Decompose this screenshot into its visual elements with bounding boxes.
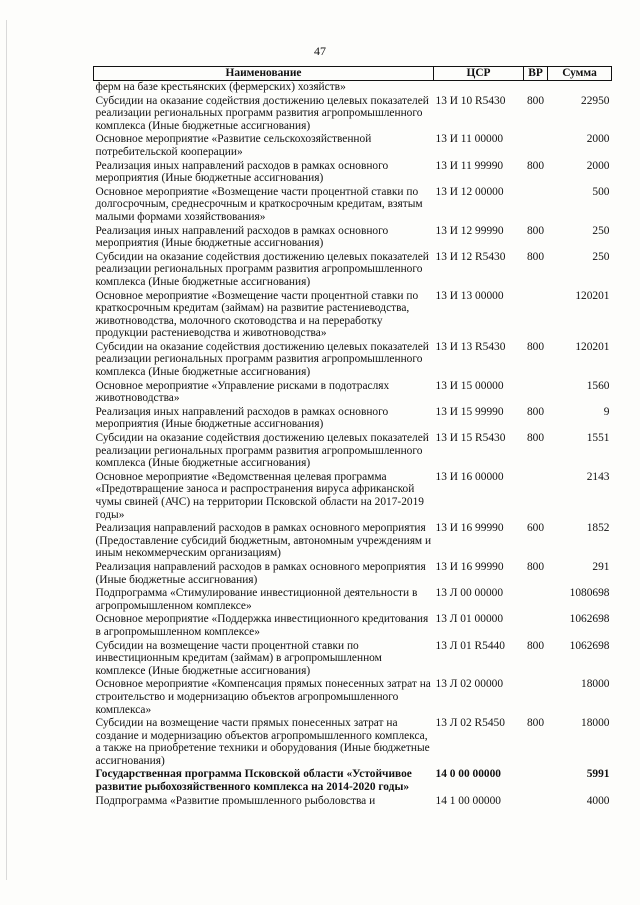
table-row [94, 186, 612, 225]
header-sum: Сумма [548, 67, 612, 81]
row-sum: 18000 [581, 678, 610, 691]
row-name: Основное мероприятие «Компенсация прямых понесенных затрат на строительство и модернизацию объектов агропромышленного комплекса» [95, 678, 431, 716]
row-vr: 800 [526, 250, 545, 263]
row-csr: 13 Л 00 00000 [435, 587, 504, 600]
row-csr: 13 И 12 R5430 [435, 250, 506, 263]
table-row [94, 471, 612, 522]
row-sum: 2000 [586, 133, 610, 146]
row-csr: 13 И 16 99990 [435, 522, 504, 535]
row-sum: 291 [592, 560, 610, 573]
row-vr: 600 [526, 522, 545, 535]
row-vr [524, 768, 548, 794]
table-row [94, 290, 612, 341]
row-vr [524, 133, 548, 159]
row-csr: 13 И 15 00000 [435, 379, 504, 392]
table-row [94, 251, 612, 290]
table-row [94, 95, 612, 134]
row-vr: 800 [526, 159, 545, 172]
table-row [94, 225, 612, 251]
row-csr: 13 И 16 99990 [435, 560, 504, 573]
row-vr: 800 [526, 94, 545, 107]
header-vr: ВР [524, 67, 548, 81]
table-row [94, 81, 612, 95]
row-sum: 1062698 [569, 613, 610, 626]
table-row [94, 522, 612, 561]
row-sum: 2000 [586, 159, 610, 172]
header-csr: ЦСР [434, 67, 524, 81]
row-csr: 13 И 15 99990 [435, 405, 504, 418]
row-csr: 13 Л 02 00000 [435, 678, 504, 691]
row-csr: 13 Л 01 R5440 [435, 639, 505, 652]
row-csr: 14 0 00 00000 [435, 768, 501, 781]
row-name: Основное мероприятие «Ведомственная целевая программа «Предотвращение заноса и распространения вируса африканской чумы свиней (АЧС) на территории Псковской области на 2017-2019 годы» [95, 470, 424, 521]
row-vr [524, 290, 548, 341]
row-sum [548, 81, 612, 95]
row-name: Основное мероприятие «Возмещение части процентной ставки по краткосрочным кредитам (займам) на развитие растениеводства, животноводства, молочного скотоводства и на переработку продукции растениеводства и животноводства» [95, 289, 419, 340]
row-vr [524, 587, 548, 613]
budget-table [93, 66, 612, 808]
row-csr: 13 И 12 99990 [435, 224, 504, 237]
table-row [94, 380, 612, 406]
row-name: Основное мероприятие «Развитие сельскохозяйственной потребительской кооперации» [95, 133, 372, 158]
table-row [94, 587, 612, 613]
row-csr: 13 И 16 00000 [435, 470, 504, 483]
table-row [94, 133, 612, 159]
row-sum: 22950 [581, 94, 610, 107]
scan-margin-line [6, 20, 7, 880]
row-name: Основное мероприятие «Поддержка инвестиционного кредитования в агропромышленном комплексе» [95, 613, 429, 638]
row-vr [524, 81, 548, 95]
table-row [94, 341, 612, 380]
row-sum: 250 [592, 224, 610, 237]
row-sum: 1560 [586, 379, 610, 392]
page-number: 47 [314, 44, 326, 58]
row-name: Основное мероприятие «Возмещение части процентной ставки по долгосрочным, среднесрочным и краткосрочным кредитам, взятым малыми формами хозяйствования» [95, 185, 423, 223]
table-row [94, 561, 612, 587]
row-csr: 13 И 10 R5430 [435, 94, 506, 107]
row-name: Субсидии на оказание содействия достижению целевых показателей реализации региональных программ развития агропромышленного комплекса (Иные бюджетные ассигнования) [95, 94, 429, 132]
row-csr: 13 И 13 R5430 [435, 340, 506, 353]
row-vr: 800 [526, 405, 545, 418]
row-csr: 13 И 13 00000 [435, 289, 504, 302]
table-row [94, 678, 612, 717]
table-body [94, 81, 612, 809]
row-name: Субсидии на оказание содействия достижению целевых показателей реализации региональных программ развития агропромышленного комплекса (Иные бюджетные ассигнования) [95, 340, 429, 379]
row-csr: 13 Л 02 R5450 [435, 717, 505, 730]
row-name: Подпрограмма «Развитие промышленного рыболовства и [95, 794, 376, 807]
row-name: Субсидии на оказание содействия достижению целевых показателей реализации региональных программ развития агропромышленного комплекса (Иные бюджетные ассигнования) [95, 432, 429, 470]
row-name: Реализация иных направлений расходов в рамках основного мероприятия (Иные бюджетные ассигнования) [95, 224, 389, 250]
row-sum: 120201 [575, 289, 610, 302]
row-csr: 13 И 12 00000 [435, 185, 504, 198]
row-name: Субсидии на оказание содействия достижению целевых показателей реализации региональных программ развития агропромышленного комплекса (Иные бюджетные ассигнования) [95, 250, 429, 288]
row-csr: 13 И 11 00000 [435, 133, 504, 146]
row-vr [524, 678, 548, 717]
row-name: Реализация иных направлений расходов в рамках основного мероприятия (Иные бюджетные ассигнования) [95, 159, 389, 185]
row-vr: 800 [526, 560, 545, 573]
row-sum: 1062698 [569, 639, 610, 652]
table-row [94, 717, 612, 768]
row-csr [434, 81, 524, 95]
row-vr [524, 471, 548, 522]
row-vr: 800 [526, 432, 545, 445]
row-sum: 120201 [575, 340, 610, 353]
row-sum: 1551 [586, 432, 610, 445]
row-name: Субсидии на возмещение части прямых понесенных затрат на создание и модернизацию объектов агропромышленного комплекса, а также на приобретение техники и оборудования (Иные бюджетные ассигнования) [95, 717, 430, 767]
row-vr: 800 [526, 224, 545, 237]
row-sum: 1852 [586, 522, 610, 535]
row-sum: 9 [603, 405, 610, 418]
row-vr [524, 613, 548, 639]
row-name: ферм на базе крестьянских (фермерских) хозяйств» [95, 81, 346, 93]
row-vr [524, 186, 548, 225]
row-csr: 13 Л 01 00000 [435, 613, 504, 626]
table-row [94, 640, 612, 679]
row-vr [524, 795, 548, 809]
row-name: Государственная программа Псковской области «Устойчивое развитие рыбохозяйственного комплекса на 2014-2020 годы» [95, 768, 412, 794]
row-csr: 14 1 00 00000 [435, 794, 501, 807]
table-row [94, 432, 612, 471]
table-row [94, 768, 612, 794]
row-name: Подпрограмма «Стимулирование инвестиционной деятельности в агропромышленном комплексе» [95, 587, 418, 612]
table-row [94, 160, 612, 186]
row-name: Реализация направлений расходов в рамках основного мероприятия (Предоставление субсидий бюджетным, автономным учреждениям и иным некоммерческим организациям) [95, 522, 432, 560]
row-vr: 800 [526, 717, 545, 730]
row-vr: 800 [526, 340, 545, 353]
row-csr: 13 И 11 99990 [435, 159, 504, 172]
row-sum: 1080698 [569, 587, 610, 600]
row-sum: 4000 [586, 794, 610, 807]
row-sum: 250 [592, 250, 610, 263]
row-sum: 5991 [586, 768, 610, 781]
row-vr: 800 [526, 639, 545, 652]
table-row [94, 613, 612, 639]
row-name: Реализация направлений расходов в рамках основного мероприятия (Иные бюджетные ассигнования) [95, 560, 426, 586]
table-row [94, 406, 612, 432]
row-sum: 2143 [586, 470, 610, 483]
header-name: Наименование [94, 67, 434, 81]
row-name: Субсидии на возмещение части процентной ставки по инвестиционным кредитам (займам) в агропромышленном комплексе (Иные бюджетные ассигнования) [95, 639, 382, 677]
row-vr [524, 380, 548, 406]
row-sum: 18000 [581, 717, 610, 730]
row-name: Основное мероприятие «Управление рисками в подотраслях животноводства» [95, 379, 390, 405]
row-name: Реализация иных направлений расходов в рамках основного мероприятия (Иные бюджетные ассигнования) [95, 405, 389, 431]
row-csr: 13 И 15 R5430 [435, 432, 506, 445]
table-row [94, 795, 612, 809]
row-sum: 500 [592, 185, 610, 198]
table-header-row [94, 67, 612, 81]
